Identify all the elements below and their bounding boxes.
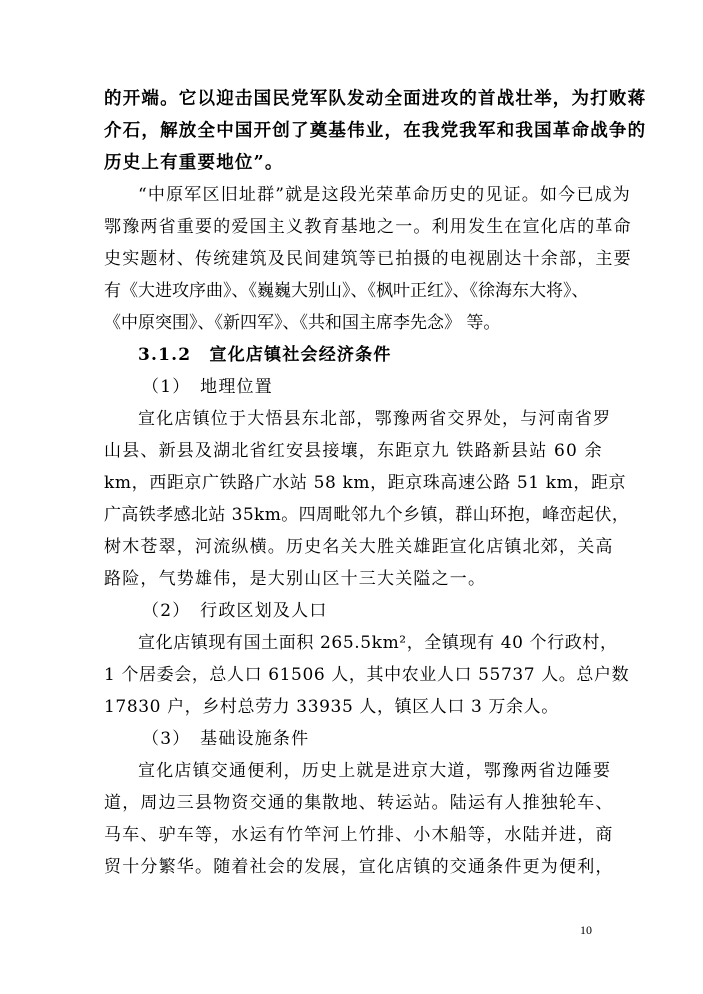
text-line: 路险，气势雄伟，是大别山区十三大关隘之一。 <box>104 569 487 589</box>
text-line: 17830 户，乡村总劳力 33935 人，镇区人口 3 万余人。 <box>104 697 559 717</box>
text-line: “中原军区旧址群”就是这段光荣革命历史的见证。如今已成为 <box>138 185 631 205</box>
bold-text-line: 历史上有重要地位”。 <box>104 153 284 173</box>
section-heading: 3.1.2 宣化店镇社会经济条件 <box>138 345 392 365</box>
text-line: 宣化店镇位于大悟县东北部，鄂豫两省交界处，与河南省罗 <box>138 409 612 429</box>
text-line: 贸十分繁华。随着社会的发展，宣化店镇的交通条件更为便利， <box>104 857 614 877</box>
text-line: 宣化店镇交通便利，历史上就是进京大道，鄂豫两省边陲要 <box>138 761 612 781</box>
text-line: 山县、新县及湖北省红安县接壤，东距京九 铁路新县站 60 余 <box>104 441 603 461</box>
page-number: 10 <box>580 923 592 937</box>
text-line: 史实题材、传统建筑及民间建筑等已拍摄的电视剧达十余部，主要 <box>104 249 632 269</box>
text-line: 《中原突围》、《新四军》、《共和国主席李先念》 等。 <box>104 313 501 333</box>
text-line: 鄂豫两省重要的爱国主义教育基地之一。利用发生在宣化店的革命 <box>104 217 632 237</box>
text-line: 广高铁孝感北站 35km。四周毗邻九个乡镇，群山环抱，峰峦起伏， <box>104 505 630 525</box>
bold-text-line: 介石，解放全中国开创了奠基伟业，在我党我军和我国革命战争的 <box>104 121 647 141</box>
text-line: 有《大进攻序曲》、《巍巍大别山》、《枫叶正红》、《徐海东大将》、 <box>104 281 589 301</box>
text-line: 宣化店镇现有国土面积 265.5km²，全镇现有 40 个行政村， <box>138 633 618 653</box>
text-line: 树木苍翠，河流纵横。历史名关大胜关雄距宣化店镇北郊，关高 <box>104 537 614 557</box>
text-line: 道，周边三县物资交通的集散地、转运站。陆运有人推独轮车、 <box>104 793 614 813</box>
subsection-heading: （1） 地理位置 <box>142 377 273 397</box>
text-line: 马车、驴车等，水运有竹竿河上竹排、小木船等，水陆并进，商 <box>104 825 614 845</box>
bold-text-line: 的开端。它以迎击国民党军队发动全面进攻的首战壮举，为打败蒋 <box>104 89 647 109</box>
subsection-heading: （2） 行政区划及人口 <box>142 601 328 621</box>
text-line: km，西距京广铁路广水站 58 km，距京珠高速公路 51 km，距京 <box>104 473 627 493</box>
subsection-heading: （3） 基础设施条件 <box>142 729 310 749</box>
text-line: 1 个居委会，总人口 61506 人，其中农业人口 55737 人。总户数 <box>104 665 630 685</box>
